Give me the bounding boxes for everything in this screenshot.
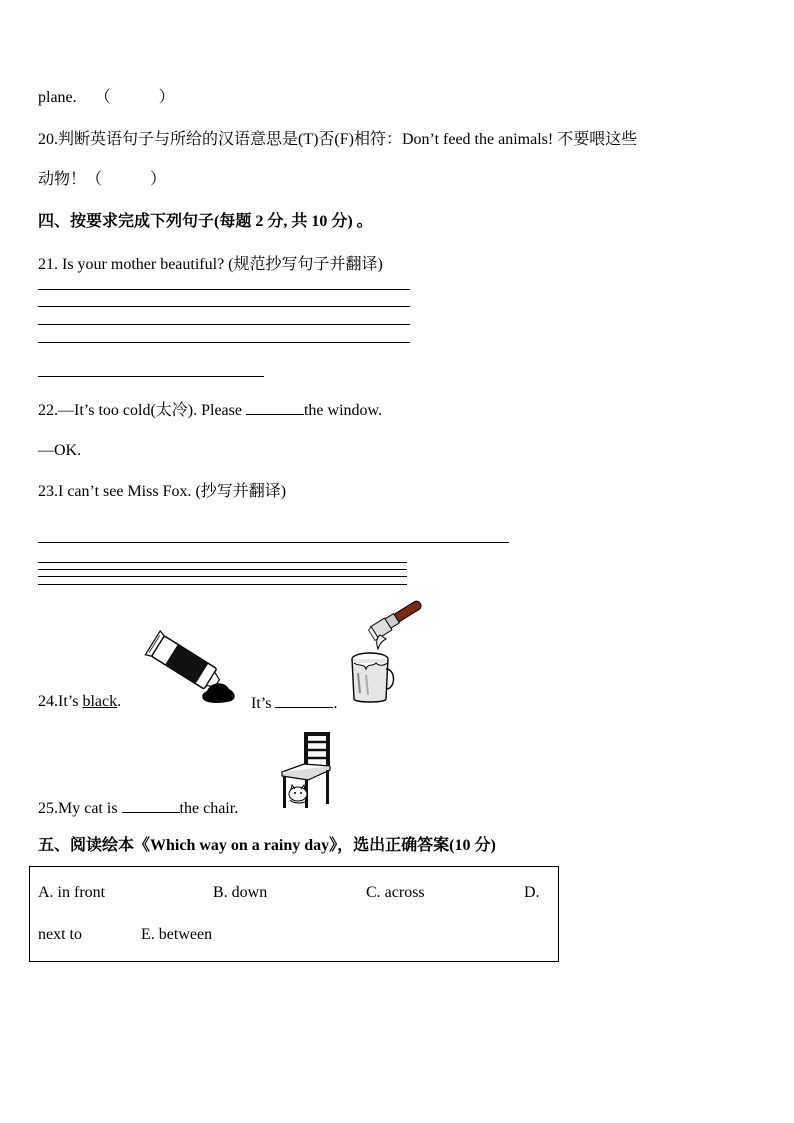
q25-prompt: [38, 797, 238, 819]
q22-blank[interactable]: [246, 399, 304, 415]
option-c: C. across: [366, 884, 425, 901]
paint-tube-icon: [145, 633, 240, 705]
q22-prompt: [38, 399, 382, 421]
answer-line[interactable]: [38, 342, 410, 343]
q19-text: plane.: [38, 89, 77, 106]
answer-line[interactable]: [38, 542, 509, 543]
answer-line[interactable]: [38, 562, 407, 563]
answer-line[interactable]: [38, 306, 410, 307]
option-b: B. down: [213, 884, 268, 901]
q25-before: 25.My cat is: [38, 800, 118, 817]
answer-line[interactable]: [38, 584, 407, 585]
q24-end: .: [333, 695, 338, 712]
q20-line1: 20.判断英语句子与所给的汉语意思是(T)否(F)相符：Don’t feed the animals! 不要喂这些: [38, 131, 638, 148]
q25-after: the chair.: [179, 800, 239, 817]
q24-second: [251, 692, 337, 714]
option-d-text: next to: [38, 926, 82, 943]
section-5-title: 五、阅读绘本《Which way on a rainy day》，选出正确答案(10 分): [38, 837, 496, 854]
q22-reply: —OK.: [38, 442, 82, 459]
answer-line[interactable]: [38, 576, 407, 577]
q19-paren: （ ）: [94, 89, 175, 106]
answer-line[interactable]: [38, 376, 264, 377]
answer-line[interactable]: [38, 324, 410, 325]
q24-dot: .: [117, 693, 122, 710]
q25-blank[interactable]: [122, 797, 180, 813]
q20-line2: 动物！（ ）: [38, 171, 167, 188]
q24-prompt: [38, 692, 121, 712]
paint-can-brush-icon: [346, 603, 428, 707]
q24-num: 24.It’s: [38, 693, 79, 710]
q24-its: It’s: [251, 695, 272, 712]
option-a: A. in front: [38, 884, 106, 901]
q23-prompt: 23.I can’t see Miss Fox. (抄写并翻译): [38, 483, 287, 500]
options-box: [29, 866, 559, 962]
q22-before: 22.—It’s too cold(太冷). Please: [38, 402, 242, 419]
q19-tail: [38, 88, 175, 108]
option-e: E. between: [141, 926, 213, 943]
chair-cat-icon: [278, 730, 334, 810]
option-d-letter: D.: [524, 884, 540, 901]
answer-line[interactable]: [38, 289, 410, 290]
q24-blank[interactable]: [275, 692, 333, 708]
answer-line[interactable]: [38, 569, 407, 570]
q21-prompt: 21. Is your mother beautiful? (规范抄写句子并翻译): [38, 256, 383, 273]
section-4-title: 四、按要求完成下列句子(每题 2 分, 共 10 分) 。: [38, 213, 373, 230]
q22-after: the window.: [303, 402, 383, 419]
q24-word: black: [82, 693, 118, 710]
